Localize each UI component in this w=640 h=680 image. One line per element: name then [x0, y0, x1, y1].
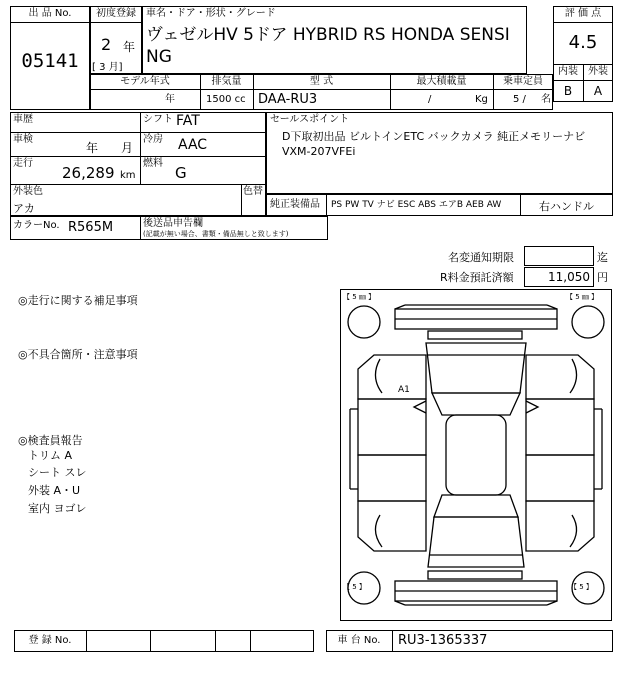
equipment-label: 純正装備品 [270, 199, 320, 210]
recycle-fee-unit: 円 [597, 271, 608, 284]
history-label: 車歴 [13, 114, 33, 125]
left-fender [358, 355, 426, 399]
roof [446, 415, 506, 495]
car-damage-diagram [340, 289, 612, 621]
interior-label: 内装 [558, 66, 578, 77]
interior-grade: B [563, 84, 573, 98]
inspection-year-unit: 年 [86, 141, 99, 155]
max-load-label: 最大積載量 [416, 76, 467, 87]
inspection-label: 車検 [13, 134, 33, 145]
first-registration-year-unit: 年 [123, 40, 136, 54]
displacement: 1500 cc [206, 94, 246, 105]
sales-point-line1: D下取初出品 ビルトインETC バックカメラ 純正メモリーナビ [282, 130, 586, 143]
inspector-report-label: ◎検査員報告 [18, 434, 83, 447]
mileage-label: 走行 [13, 158, 33, 169]
fuel: G [175, 164, 187, 182]
right-fender [526, 355, 594, 399]
recycle-fee-label: R料金預託済額 [440, 271, 514, 284]
ac: AAC [178, 137, 208, 153]
model-year-unit: 年 [165, 94, 175, 105]
right-rear-door [526, 455, 594, 501]
hood [426, 343, 526, 393]
rear-gate [428, 517, 524, 567]
rear-right-tire-tag: 【 5 】 [570, 583, 593, 591]
overall-score: 4.5 [568, 32, 598, 53]
capacity-unit: 名 [541, 94, 551, 105]
color-change-label: 色替 [243, 186, 263, 197]
driving-notes-label: ◎走行に関する補足事項 [18, 294, 138, 307]
sales-point-label: セールスポイント [270, 114, 350, 125]
name-change-deadline-unit: 迄 [597, 251, 608, 264]
score-label: 評 価 点 [564, 8, 602, 19]
right-quarter [526, 501, 594, 551]
car-title: ヴェゼルHV 5ドア HYBRID RS HONDA SENSING [146, 25, 510, 67]
mileage-unit: km [120, 170, 136, 181]
damage-mark-a1: A1 [398, 385, 410, 395]
inspector-report-line: 外装 A・U [28, 484, 81, 497]
model-year-label: モデル年式 [120, 76, 170, 87]
displacement-label: 排気量 [211, 76, 242, 87]
chassis-number: RU3-1365337 [398, 633, 488, 648]
model-type: DAA-RU3 [258, 92, 318, 107]
declaration-note: (記載が無い場合、書類・備品無しと致します) [143, 230, 289, 238]
name-change-deadline-box [524, 246, 594, 266]
lot-number: 05141 [21, 50, 79, 72]
chassis-number-label: 車 台 No. [337, 635, 381, 646]
color-number-label: カラーNo. [13, 220, 60, 231]
tire-front-right [572, 306, 604, 338]
defects-notes-label: ◎不具合箇所・注意事項 [18, 348, 138, 361]
rear-left-tire-tag: 【 5 】 [343, 583, 366, 591]
color-number: R565M [68, 220, 114, 235]
recycle-fee-amount: 11,050 [548, 270, 590, 284]
capacity: 5 / [513, 94, 526, 105]
exterior-label: 外装 [588, 66, 608, 77]
capacity-label: 乗車定員 [503, 76, 543, 87]
first-registration-year: 2 [101, 35, 112, 54]
max-load-unit: Kg [475, 94, 488, 105]
shift-label: シフト [143, 114, 173, 125]
front-right-tire-tag: 【 5 ㎜ 】 [566, 293, 599, 301]
inspector-report-line: 室内 ヨゴレ [28, 502, 87, 515]
sales-point-line2: VXM-207VFEi [282, 145, 356, 158]
front-left-tire-tag: 【 5 ㎜ 】 [343, 293, 376, 301]
lot-number-label: 出 品 No. [28, 8, 72, 19]
registration-number-label: 登 録 No. [28, 635, 72, 646]
tire-front-left [348, 306, 380, 338]
first-registration-month: [ 3 月] [92, 62, 123, 73]
fuel-label: 燃料 [143, 158, 163, 169]
equipment-list: PS PW TV ナビ ESC ABS エアB AEB AW [331, 200, 502, 210]
shift: FAT [176, 113, 200, 129]
exterior-color-label: 外装色 [13, 186, 43, 197]
inspection-month-unit: 月 [121, 141, 134, 155]
model-type-label: 型 式 [309, 76, 334, 87]
ac-label: 冷房 [143, 134, 163, 145]
first-registration-label: 初度登録 [96, 8, 136, 19]
details-block [10, 112, 266, 216]
declaration-label: 後送品申告欄 [143, 218, 203, 229]
inspector-report-line: トリム A [28, 449, 73, 462]
car-title-label: 車名・ドア・形状・グレード [146, 8, 276, 19]
name-change-deadline-label: 名変通知期限 [448, 251, 514, 264]
exterior-color: アカ [13, 202, 35, 215]
mileage: 26,289 [62, 164, 115, 182]
left-rear-door [358, 455, 426, 501]
inspector-report-line: シート スレ [28, 466, 87, 479]
exterior-grade: A [593, 84, 603, 98]
left-quarter [358, 501, 426, 551]
max-load-slash: / [428, 94, 432, 105]
steering-side: 右ハンドル [539, 200, 594, 213]
